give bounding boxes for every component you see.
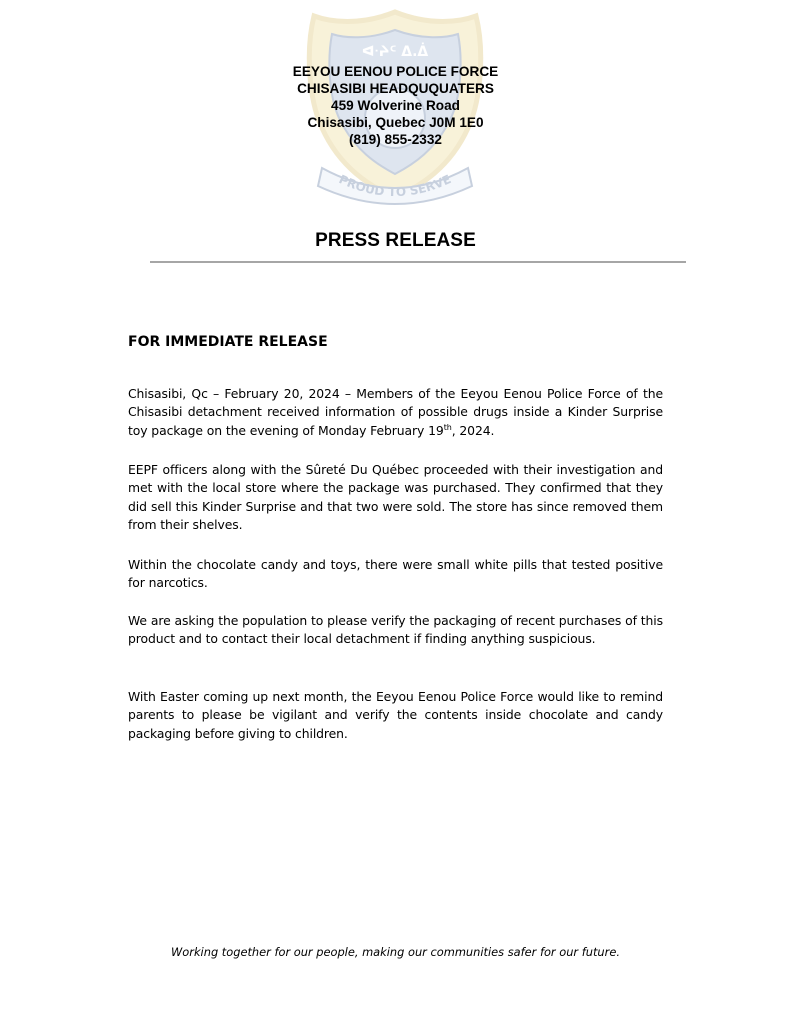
paragraph-reminder: With Easter coming up next month, the Eeyou Eenou Police Force would like to remind parents to please be vigilant and verify the contents inside chocolate and candy packaging before giving to children. xyxy=(128,689,663,741)
page-title: PRESS RELEASE xyxy=(315,230,476,251)
letterhead xyxy=(0,63,791,148)
badge-syllabics: ᐊᐧᔨᑦ ᐃ.ᐄ xyxy=(361,44,429,60)
title-divider xyxy=(150,261,686,263)
ordinal-suffix: th xyxy=(443,422,452,432)
letterhead-city: Chisasibi, Quebec J0M 1E0 xyxy=(307,115,484,130)
badge-motto: PROUD TO SERVE xyxy=(336,172,454,200)
paragraph-intro-end: , 2024. xyxy=(451,422,495,438)
footer-motto: Working together for our people, making our communities safer for our future. xyxy=(171,945,620,959)
paragraph-findings: Within the chocolate candy and toys, there were small white pills that tested positive for narcotics. xyxy=(128,557,663,591)
letterhead-street: 459 Wolverine Road xyxy=(331,98,460,113)
letterhead-phone: (819) 855-2332 xyxy=(349,132,442,147)
letterhead-office: CHISASIBI HEADQUQUATERS xyxy=(297,81,494,96)
letterhead-org: EEYOU EENOU POLICE FORCE xyxy=(292,64,499,79)
paragraph-intro xyxy=(128,385,663,440)
paragraph-intro-text: Chisasibi, Qc – February 20, 2024 – Members of the Eeyou Eenou Police Force of the Chisasibi detachment received information of possible drugs inside a Kinder Surprise toy package on the evening of Monday February 19 xyxy=(128,386,663,438)
paragraph-request: We are asking the population to please verify the packaging of recent purchases of this product and to contact their local detachment if finding anything suspicious. xyxy=(128,613,663,647)
release-label: FOR IMMEDIATE RELEASE xyxy=(128,334,328,350)
paragraph-investigation: EEPF officers along with the Sûreté Du Québec proceeded with their investigation and met with the local store where the package was purchased. They confirmed that they did sell this Kinder Surprise and that two were sold. The store has since removed them from their shelves. xyxy=(128,462,663,532)
